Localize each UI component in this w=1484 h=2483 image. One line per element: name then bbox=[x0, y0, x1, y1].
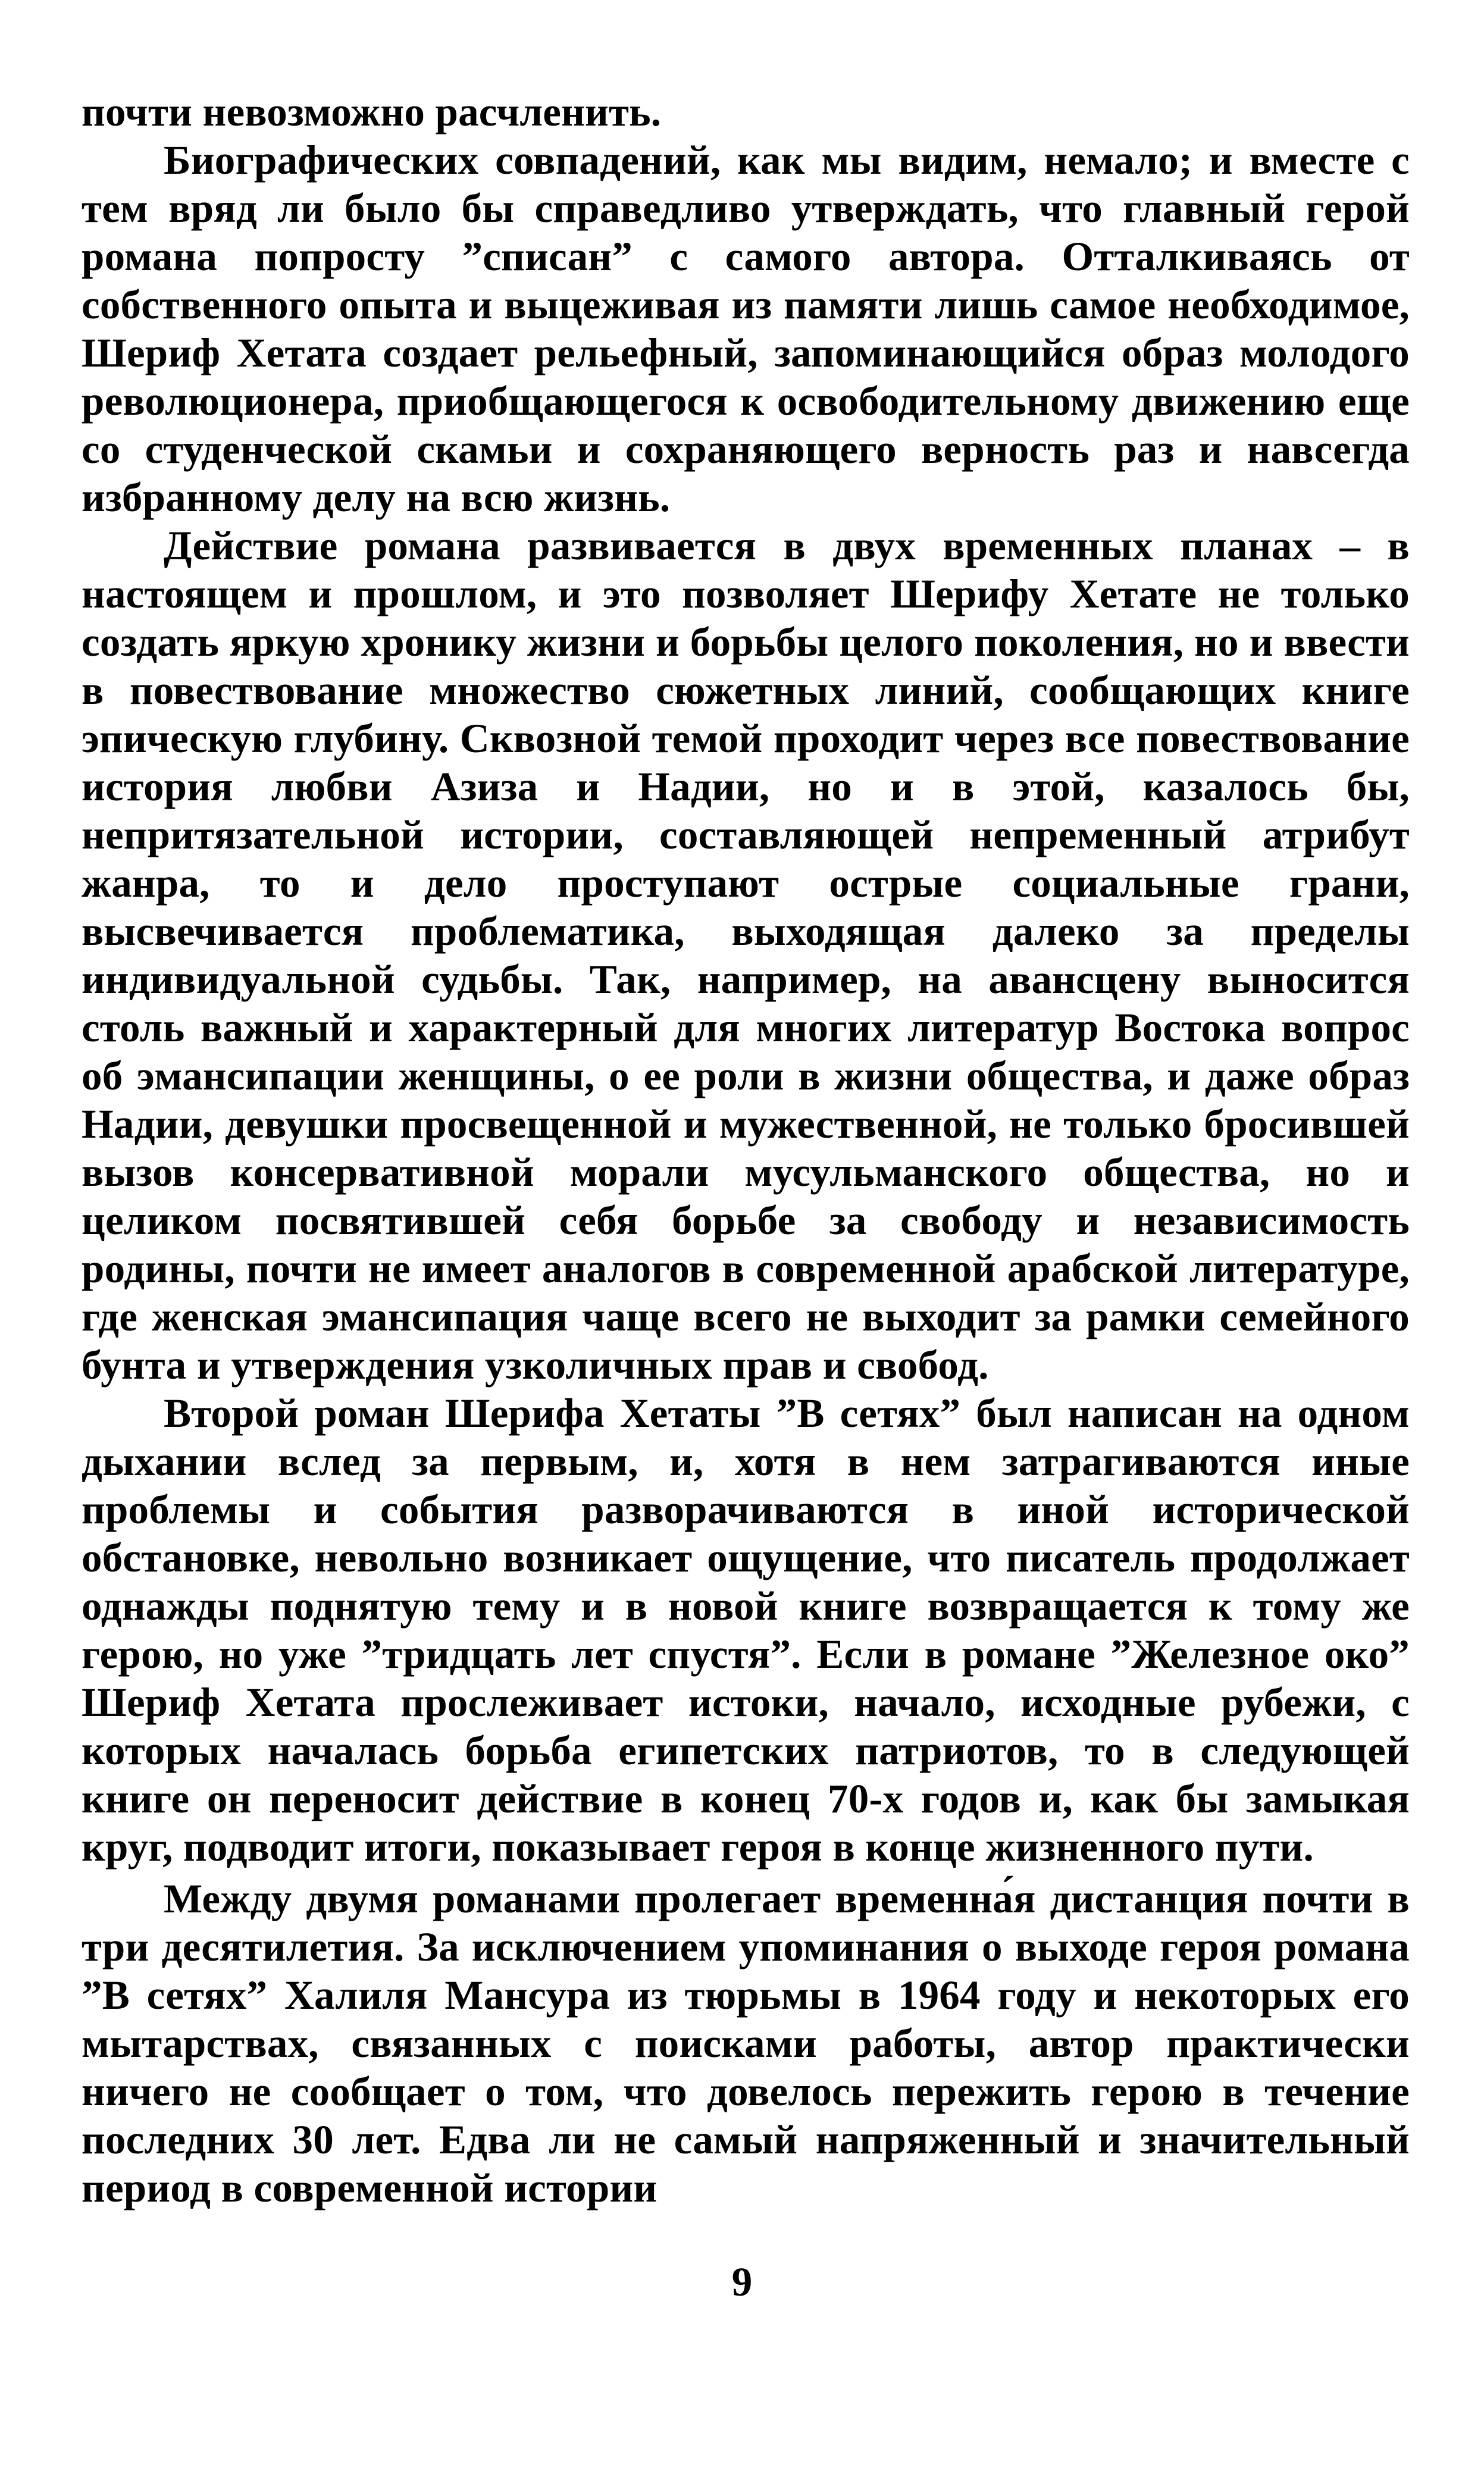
page-body bbox=[82, 88, 1410, 2212]
paragraph-5: Между двумя романами пролегает временна́я дистанция почти в три десятилетия. За исключением упоминания о выходе героя романа ”В сетях” Халиля Мансура из тюрьмы в 1964 году и некоторых его мытарствах, связанных с поисками работы, автор практически ничего не сообщает о том, что довелось пережить герою в течение последних 30 лет. Едва ли не самый напряженный и значительный период в современной истории bbox=[82, 1876, 1410, 2210]
paragraph-3: Действие романа развивается в двух временных планах – в настоящем и прошлом, и это позволяет Шерифу Хетате не только создать яркую хронику жизни и борьбы целого поколения, но и ввести в повествование множество сюжетных линий, сообщающих книге эпическую глубину. Сквозной темой проходит через все повествование история любви Азиза и Надии, но и в этой, казалось бы, непритязательной истории, составляющей непременный атрибут жанра, то и дело проступают острые социальные грани, высвечивается проблематика, выходящая далеко за пределы индивидуальной судьбы. Так, например, на авансцену выносится столь важный и характерный для многих литератур Востока вопрос об эмансипации женщины, о ее роли в жизни общества, и даже образ Надии, девушки просвещенной и мужественной, не только бросившей вызов консервативной морали мусульманского общества, но и целиком посвятившей себя борьбе за свободу и независимость родины, почти не имеет аналогов в современной арабской литературе, где женская эмансипация чаще всего не выходит за рамки семейного бунта и утверждения узколичных прав и свобод. bbox=[82, 523, 1410, 1388]
page-number: 9 bbox=[731, 2259, 753, 2304]
paragraph-1: почти невозможно расчленить. bbox=[82, 89, 662, 134]
paragraph-2: Биографических совпадений, как мы видим, немало; и вместе с тем вряд ли было бы справедливо утверждать, что главный герой романа попросту ”списан” с самого автора. Отталкиваясь от собственного опыта и выцеживая из памяти лишь самое необходимое, Шериф Хетата создает рельефный, запоминающийся образ молодого революционера, приобщающегося к освободительному движению еще со студенческой скамьи и сохраняющего верность раз и навсегда избранному делу на всю жизнь. bbox=[82, 137, 1410, 520]
paragraph-4: Второй роман Шерифа Хетаты ”В сетях” был написан на одном дыхании вслед за первым, и, хотя в нем затрагиваются иные проблемы и события разворачиваются в иной исторической обстановке, невольно возникает ощущение, что писатель продолжает однажды поднятую тему и в новой книге возвращается к тому же герою, но уже ”тридцать лет спустя”. Если в романе ”Железное око” Шериф Хетата прослеживает истоки, начало, исходные рубежи, с которых началась борьба египетских патриотов, то в следующей книге он переносит действие в конец 70-х годов и, как бы замыкая круг, подводит итоги, показывает героя в конце жизненного пути. bbox=[82, 1391, 1410, 1870]
